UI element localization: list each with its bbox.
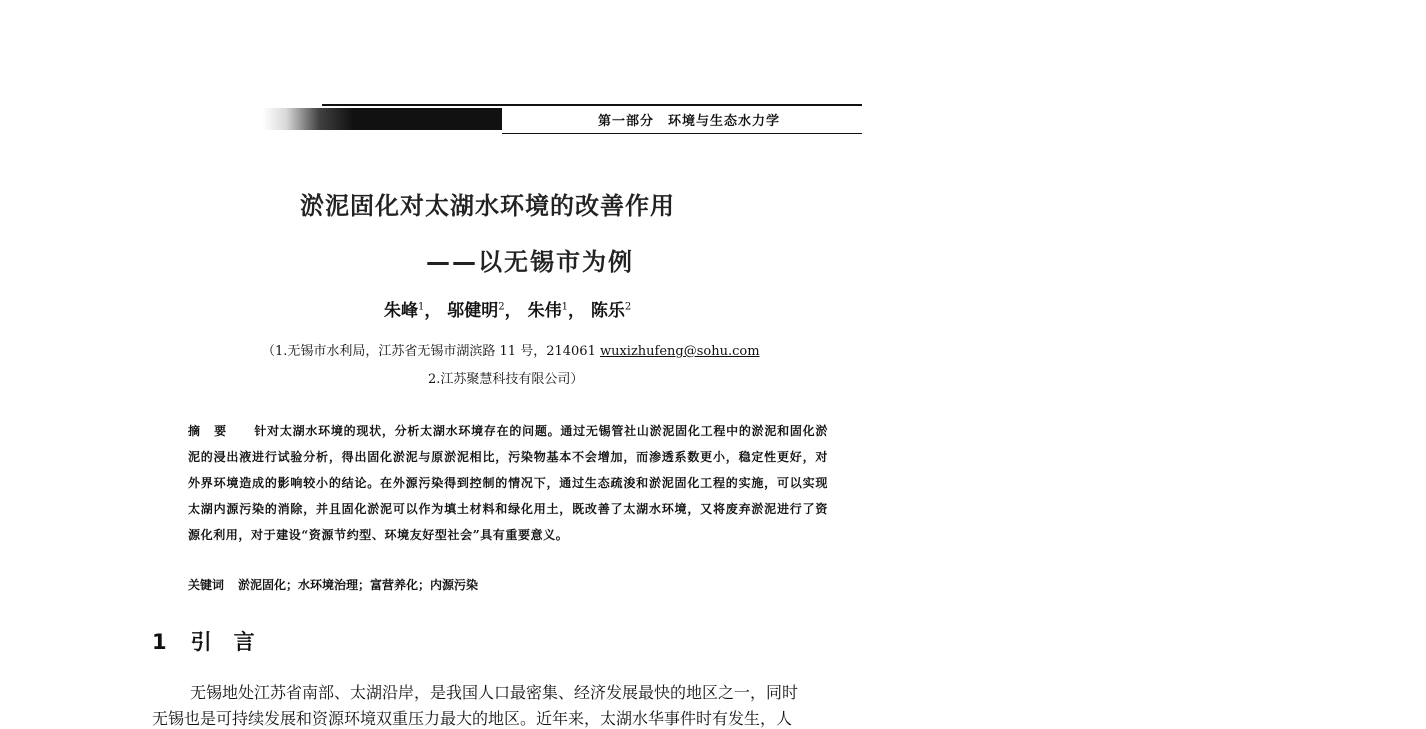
section-heading	[152, 626, 277, 656]
author-name: 陈乐	[590, 301, 625, 321]
affiliation-line-2: 2.江苏聚慧科技有限公司）	[428, 372, 584, 387]
running-header	[262, 104, 862, 134]
author-affiliation-mark: 2	[498, 301, 505, 313]
author-name: 朱峰	[384, 301, 418, 321]
section-number: 1	[152, 630, 167, 654]
keywords-label: 关键词	[188, 578, 225, 592]
keywords	[188, 576, 478, 593]
keywords-text: 淤泥固化；水环境治理；富营养化；内源污染	[238, 578, 479, 592]
author-affiliation-mark: 1	[418, 301, 425, 313]
affiliation-text: （1.无锡市水利局，江苏省无锡市湖滨路 11 号，214061	[262, 344, 600, 359]
author-affiliation-mark: 2	[624, 301, 632, 313]
author-list: 朱峰$^1$， 邬健明$^2$， 朱伟$^1$， 陈乐$^2$	[384, 301, 632, 321]
header-scan-block	[262, 108, 502, 130]
paper-title: 淤泥固化对太湖水环境的改善作用	[300, 192, 675, 220]
author-email-link[interactable]: wuxizhufeng@sohu.com	[599, 344, 760, 359]
author-affiliation-mark: 1	[561, 301, 568, 313]
body-text-line: 无锡地处江苏省南部、太湖沿岸，是我国人口最密集、经济发展最快的地区之一，同时	[190, 683, 799, 702]
paper-subtitle: ——以无锡市为例	[426, 248, 634, 276]
abstract-label: 摘要	[188, 424, 241, 438]
author-name: 邬健明	[447, 301, 499, 321]
author-name: 朱伟	[527, 301, 562, 321]
header-section-label: 第一部分 环境与生态水力学	[598, 114, 781, 129]
section-title: 引言	[190, 630, 277, 654]
header-bottom-rule	[502, 133, 862, 134]
abstract	[188, 418, 828, 548]
affiliation-line-1	[262, 340, 760, 359]
body-text-line: 无锡也是可持续发展和资源环境双重压力最大的地区。近年来，太湖水华事件时有发生，人	[152, 709, 793, 728]
header-top-rule	[322, 104, 862, 106]
abstract-text: 针对太湖水环境的现状，分析太湖水环境存在的问题。通过无锡管社山淤泥固化工程中的淤泥和固化淤泥的浸出液进行试验分析，得出固化淤泥与原淤泥相比，污染物基本不会增加，而渗透系数更小，稳定性更好，对外界环境造成的影响较小的结论。在外源污染得到控制的情况下，通过生态疏浚和淤泥固化工程的实施，可以实现太湖内源污染的消除，并且固化淤泥可以作为填土材料和绿化用土，既改善了太湖水环境，又将废弃淤泥进行了资源化利用，对于建设“资源节约型、环境友好型社会”具有重要意义。	[188, 424, 828, 542]
